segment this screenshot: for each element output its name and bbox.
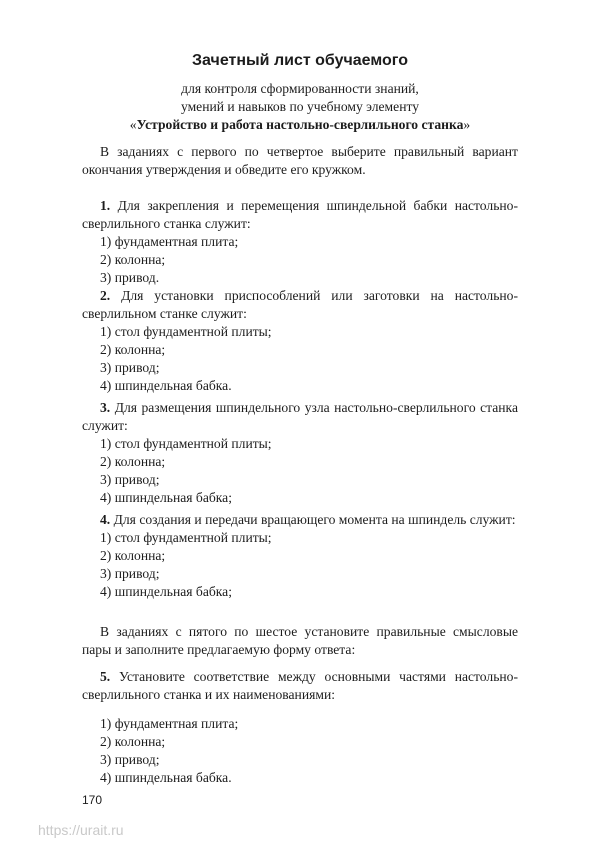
question-text	[82, 287, 518, 323]
question-number: 2.	[100, 288, 111, 303]
option[interactable]: 3) привод;	[100, 360, 160, 375]
question-body: Для установки приспособлений или заготовки на настольно-сверлильном станке служит:	[82, 288, 519, 321]
close-quote: »	[463, 117, 471, 132]
question-text	[82, 511, 518, 529]
options-list	[82, 529, 518, 601]
option[interactable]: 1) фундаментная плита;	[100, 234, 239, 249]
question-number: 5.	[100, 669, 111, 684]
options-list	[82, 435, 518, 507]
option[interactable]: 2) колонна;	[100, 252, 166, 267]
option[interactable]: 3) привод;	[100, 472, 160, 487]
instruction-text: В заданиях с пятого по шестое установите правильные смысловые пары и заполните предлагаемую форму ответа:	[82, 624, 518, 657]
options-list	[82, 233, 518, 287]
option: 4) шпиндельная бабка.	[100, 770, 232, 785]
subtitle-line-1: для контроля сформированности знаний,	[181, 81, 419, 96]
option: 3) привод;	[100, 752, 160, 767]
option[interactable]: 4) шпиндельная бабка;	[100, 584, 232, 599]
question-body: Для закрепления и перемещения шпиндельной бабки настольно-сверлильного станка служит:	[82, 198, 518, 231]
instructions-1	[82, 143, 518, 179]
instructions-2	[82, 623, 518, 659]
page-title: Зачетный лист обучаемого	[192, 52, 408, 69]
question-body: Для размещения шпиндельного узла настольно-сверлильного станка служит:	[82, 400, 518, 433]
question-5	[82, 668, 518, 704]
instruction-text: В заданиях с первого по четвертое выберите правильный вариант окончания утверждения и обведите его кружком.	[82, 144, 518, 177]
option[interactable]: 4) шпиндельная бабка;	[100, 490, 232, 505]
question-5-options	[82, 715, 518, 787]
open-quote: «	[129, 117, 137, 132]
question-number: 1.	[100, 198, 111, 213]
question-body: Установите соответствие между основными частями настольно-сверлильного станка и их наименованиями:	[82, 669, 519, 702]
option[interactable]: 2) колонна;	[100, 548, 166, 563]
option[interactable]: 1) стол фундаментной плиты;	[100, 530, 272, 545]
option[interactable]: 1) стол фундаментной плиты;	[100, 324, 272, 339]
subtitle-line-2: умений и навыков по учебному элементу	[180, 99, 420, 114]
subtitle-line-3	[82, 116, 518, 134]
option[interactable]: 3) привод;	[100, 566, 160, 581]
option[interactable]: 1) стол фундаментной плиты;	[100, 436, 272, 451]
learning-element-name: Устройство и работа настольно-сверлильного станка	[136, 117, 464, 132]
options-list	[82, 323, 518, 395]
question-1	[82, 197, 518, 287]
subtitle	[82, 80, 518, 134]
page-number: 170	[82, 793, 103, 807]
watermark-url: https://urait.ru	[38, 822, 124, 838]
question-text	[82, 399, 518, 435]
question-4	[82, 511, 518, 601]
option[interactable]: 2) колонна;	[100, 454, 166, 469]
option: 1) фундаментная плита;	[100, 716, 239, 731]
question-body: Для создания и передачи вращающего момента на шпиндель служит:	[113, 512, 516, 527]
option[interactable]: 3) привод.	[100, 270, 160, 285]
question-text	[82, 668, 518, 704]
question-text	[82, 197, 518, 233]
question-3	[82, 399, 518, 507]
option: 2) колонна;	[100, 734, 166, 749]
question-number: 3.	[100, 400, 111, 415]
question-number: 4.	[100, 512, 111, 527]
option[interactable]: 2) колонна;	[100, 342, 166, 357]
option[interactable]: 4) шпиндельная бабка.	[100, 378, 232, 393]
options-list	[82, 715, 518, 787]
question-2	[82, 287, 518, 395]
